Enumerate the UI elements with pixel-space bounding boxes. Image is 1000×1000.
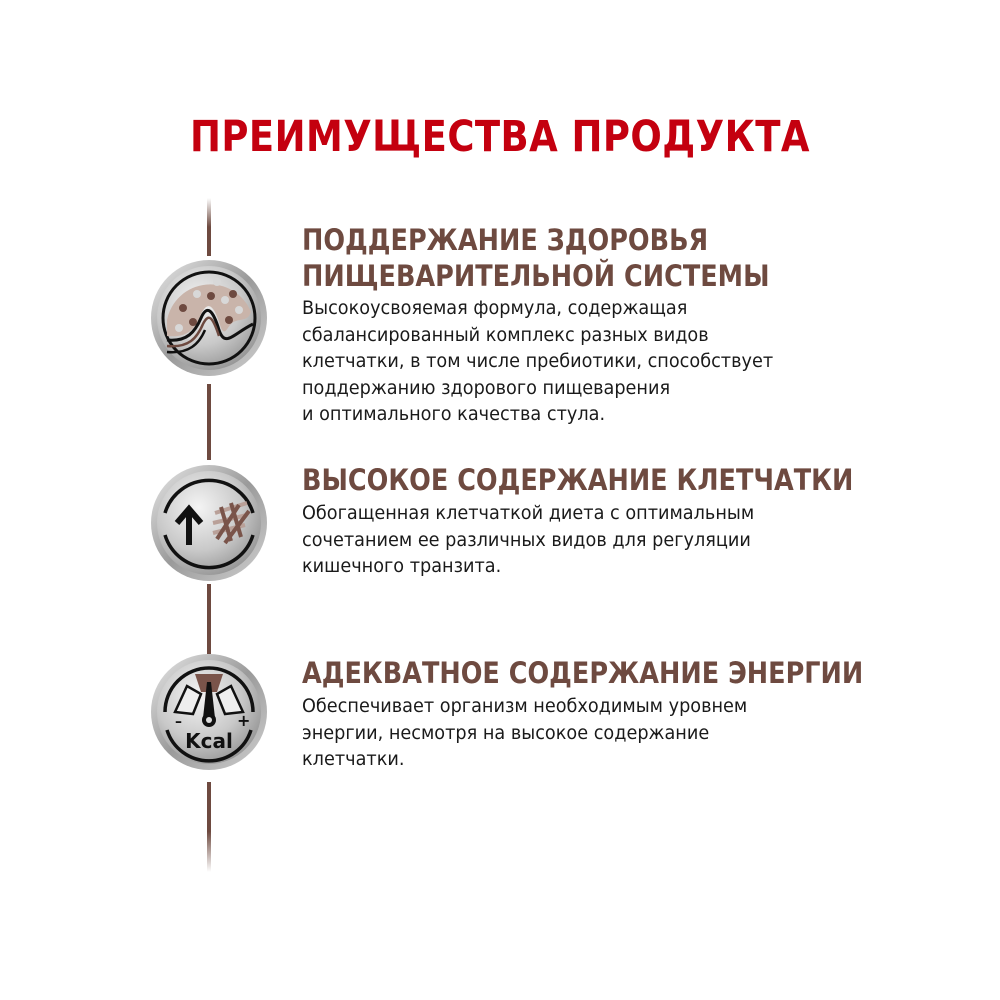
timeline-line [207, 198, 211, 256]
svg-text:–: – [175, 714, 182, 730]
timeline-line [207, 782, 211, 872]
kcal-gauge-icon [149, 652, 269, 772]
svg-text:Kcal: Kcal [185, 729, 233, 753]
benefit-description: Обеспечивает организм необходимым уровнем энергии, несмотря на высокое содержание клетчатки. [302, 695, 748, 770]
benefit-heading: ВЫСОКОЕ СОДЕРЖАНИЕ КЛЕТЧАТКИ [302, 463, 854, 497]
benefit-heading: ПОДДЕРЖАНИЕ ЗДОРОВЬЯ ПИЩЕВАРИТЕЛЬНОЙ СИСТЕМЫ [302, 223, 770, 293]
benefit-adequate-energy [302, 655, 940, 773]
digestive-wave-icon [149, 258, 269, 378]
benefit-description: Высокоусвояемая формула, содержащая сбалансированный комплекс разных видов клетчатки, в том числе пребиотики, способствует поддержанию здорового пищеварения и оптимального качества стула. [302, 297, 774, 425]
svg-text:+: + [237, 711, 251, 730]
timeline-line [207, 584, 211, 654]
benefit-high-fiber [302, 462, 929, 580]
benefit-digestive-health [302, 222, 833, 428]
page-title: ПРЕИМУЩЕСТВА ПРОДУКТА [190, 112, 810, 162]
fiber-increase-icon [149, 463, 269, 583]
timeline-line [207, 384, 211, 460]
benefit-heading: АДЕКВАТНОЕ СОДЕРЖАНИЕ ЭНЕРГИИ [302, 656, 864, 690]
benefit-description: Обогащенная клетчаткой диета с оптимальным сочетанием ее различных видов для регуляции кишечного транзита. [302, 502, 755, 577]
